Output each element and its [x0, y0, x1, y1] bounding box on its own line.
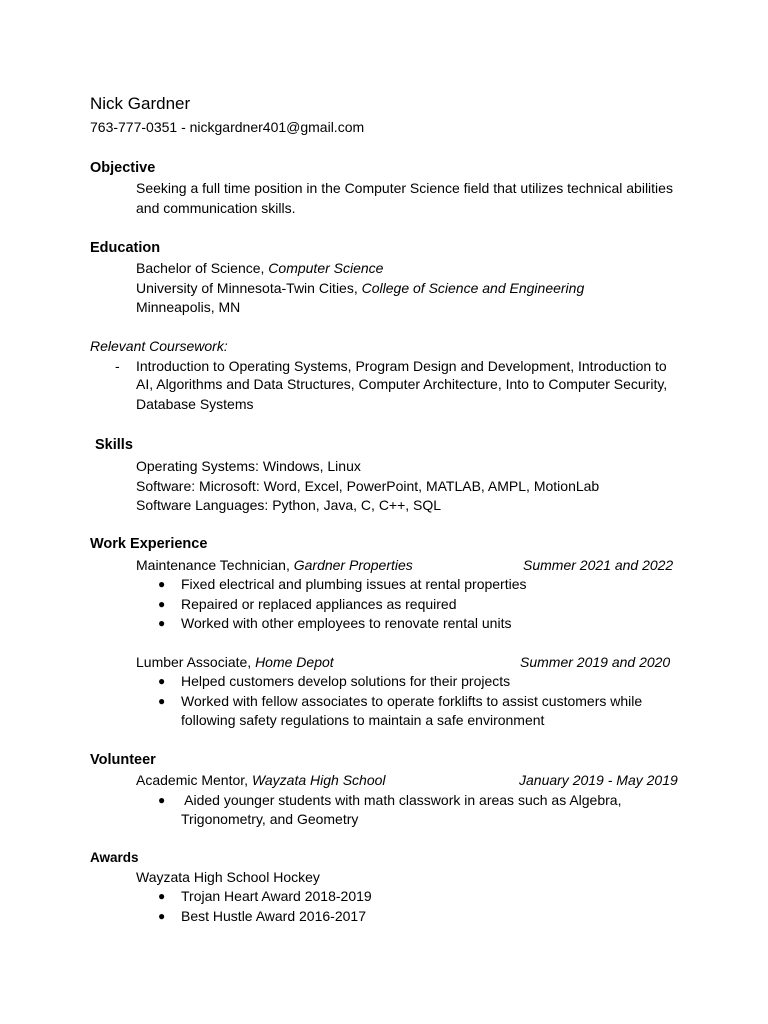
skills-line-languages: Software Languages: Python, Java, C, C++, SQL [136, 497, 442, 513]
job-1-title-line [136, 555, 413, 575]
job-2-bullet-1: Helped customers develop solutions for their projects [181, 673, 511, 689]
bullet-icon: ● [158, 616, 166, 630]
degree-prefix: Bachelor of Science, [136, 260, 269, 276]
volunteer-org: Wayzata High School [251, 772, 386, 788]
coursework-line-1: Introduction to Operating Systems, Program Design and Development, Introduction to [136, 358, 667, 374]
objective-heading: Objective [90, 160, 156, 176]
job-2-company: Home Depot [255, 654, 334, 670]
candidate-name: Nick Gardner [90, 94, 191, 113]
skills-line-software: Software: Microsoft: Word, Excel, PowerPoint, MATLAB, AMPL, MotionLab [136, 478, 600, 494]
volunteer-title-line [136, 770, 386, 790]
awards-heading: Awards [90, 850, 139, 865]
job-1-company: Gardner Properties [293, 557, 413, 573]
award-item-1: Trojan Heart Award 2018-2019 [181, 888, 372, 904]
degree-line [136, 258, 383, 278]
bullet-icon: ● [158, 694, 166, 708]
job-2-dates: Summer 2019 and 2020 [520, 654, 671, 670]
job-2-title: Lumber Associate, [136, 654, 256, 670]
skills-heading: Skills [95, 437, 133, 453]
university-line [136, 278, 584, 298]
work-heading: Work Experience [90, 536, 208, 552]
contact-line: 763-777-0351 - nickgardner401@gmail.com [90, 119, 365, 135]
awards-team: Wayzata High School Hockey [136, 869, 320, 885]
job-1-bullet-3: Worked with other employees to renovate rental units [181, 615, 512, 631]
skills-line-os: Operating Systems: Windows, Linux [136, 458, 361, 474]
education-location: Minneapolis, MN [136, 299, 241, 315]
job-2-bullet-2: Worked with fellow associates to operate forklifts to assist customers while [181, 693, 643, 709]
award-item-2: Best Hustle Award 2016-2017 [181, 908, 366, 924]
coursework-line-2: AI, Algorithms and Data Structures, Computer Architecture, Into to Computer Security, [136, 376, 668, 392]
bullet-icon: ● [158, 597, 166, 611]
job-1-bullet-1: Fixed electrical and plumbing issues at rental properties [181, 576, 527, 592]
objective-line-2: and communication skills. [136, 200, 296, 216]
degree-field: Computer Science [268, 260, 384, 276]
university-college: College of Science and Engineering [361, 280, 585, 296]
job-2-title-line [136, 652, 334, 672]
bullet-icon: ● [158, 793, 166, 807]
job-1-dates: Summer 2021 and 2022 [523, 557, 674, 573]
volunteer-title: Academic Mentor, [136, 772, 252, 788]
volunteer-bullet-1: Aided younger students with math classwork in areas such as Algebra, [181, 792, 622, 808]
job-1-title: Maintenance Technician, [136, 557, 294, 573]
coursework-dash: - [115, 358, 120, 374]
objective-line-1: Seeking a full time position in the Computer Science field that utilizes technical abilities [136, 180, 673, 196]
volunteer-dates: January 2019 - May 2019 [519, 772, 678, 788]
job-2-bullet-2-cont: following safety regulations to maintain a safe environment [181, 712, 545, 728]
education-heading: Education [90, 240, 161, 256]
bullet-icon: ● [158, 577, 166, 591]
bullet-icon: ● [158, 889, 166, 903]
bullet-icon: ● [158, 674, 166, 688]
university-name: University of Minnesota-Twin Cities, [136, 280, 362, 296]
bullet-icon: ● [158, 909, 166, 923]
volunteer-bullet-1-cont: Trigonometry, and Geometry [181, 811, 359, 827]
volunteer-heading: Volunteer [90, 752, 156, 768]
job-1-bullet-2: Repaired or replaced appliances as required [181, 596, 457, 612]
coursework-label: Relevant Coursework: [90, 338, 228, 354]
coursework-line-3: Database Systems [136, 396, 254, 412]
